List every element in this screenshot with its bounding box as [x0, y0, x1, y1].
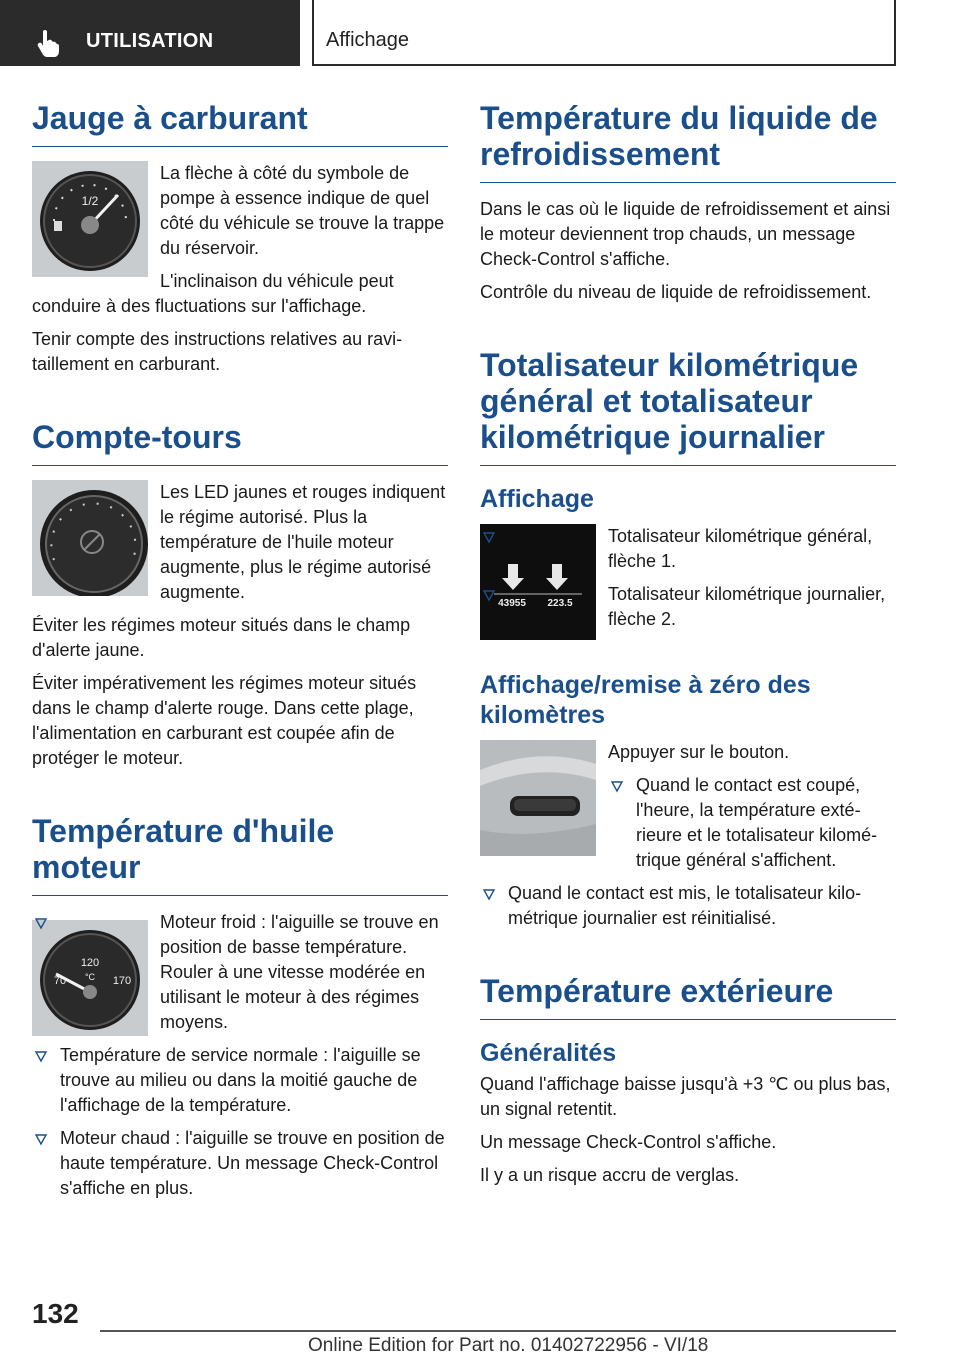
- page-number: 132: [32, 1298, 79, 1329]
- list-item: [32, 1043, 448, 1118]
- triangle-bullet-icon: [34, 1049, 48, 1063]
- outside-para-2: Un message Check-Control s'affiche.: [480, 1132, 777, 1152]
- fuel-gauge-half-label: 1/2: [81, 194, 99, 208]
- fuel-para-2: L'inclinaison du véhicule peut conduire à des fluctuations sur l'affichage.: [32, 271, 394, 316]
- reset-item-2: Quand le contact est mis, le totalisateur kilométrique journalier est réinitialisé.: [508, 883, 862, 928]
- right-column: [480, 100, 896, 1196]
- fuel-gauge-heading: Jauge à carburant: [32, 100, 448, 147]
- list-item: [32, 910, 448, 1035]
- section-label: UTILISATION: [86, 30, 214, 52]
- oil-item-3: Moteur chaud : l'aiguille se trouve en position de haute température. Un message Check-Control s'affiche en plus.: [60, 1128, 445, 1198]
- footer-divider: [100, 1330, 896, 1332]
- oil-temp-list: [32, 910, 448, 1201]
- oil-item-1: Moteur froid : l'aiguille se trouve en position de basse température. Rouler à une vitesse modérée en utilisant le moteur à des régimes moyens.: [160, 912, 439, 1032]
- outside-para-1: Quand l'affichage baisse jusqu'à +3 ℃ ou plus bas, un signal retentit.: [480, 1074, 891, 1119]
- subsection-label: Affichage: [326, 29, 410, 51]
- oil-temp-heading: Température d'huile moteur: [32, 813, 448, 896]
- rev-para-1: Les LED jaunes et rouges indiquent le régime autorisé. Plus la température de l'huile moteur augmente, plus le régime autorisé augmente.: [160, 482, 446, 602]
- odo-trip-value: 223.5: [547, 598, 573, 609]
- triangle-bullet-icon: [482, 530, 496, 544]
- hand-pointer-icon: [34, 28, 64, 58]
- list-item: [32, 1126, 448, 1201]
- reset-item-1: Quand le contact est coupé, l'heure, la température extérieure et le totalisateur kilométrique général s'affichent.: [636, 775, 878, 870]
- list-item: [480, 582, 896, 632]
- rev-para-2: Éviter les régimes moteur situés dans le champ d'alerte jaune.: [32, 615, 411, 660]
- general-subheading: Généralités: [480, 1039, 617, 1067]
- coolant-temp-heading: Température du liquide de refroidissement: [480, 100, 896, 183]
- rev-counter-image: [32, 480, 148, 596]
- triangle-bullet-icon: [482, 588, 496, 602]
- oil-gauge-mid-label: 120: [80, 957, 100, 969]
- oil-item-2: Température de service normale : l'aiguille se trouve au milieu ou dans la moitié gauche de l'affichage de la température.: [60, 1045, 421, 1115]
- list-item: [608, 773, 896, 873]
- reset-para-1: Appuyer sur le bouton.: [608, 742, 790, 762]
- coolant-para-1: Dans le cas où le liquide de refroidissement et ainsi le moteur deviennent trop chauds, un message Check-Control s'affiche.: [480, 199, 891, 269]
- fuel-para-3: Tenir compte des instructions relatives au ravitaillement en carburant.: [32, 329, 403, 374]
- list-item: [480, 881, 896, 931]
- list-item: [480, 524, 896, 574]
- triangle-bullet-icon: [482, 887, 496, 901]
- reset-subheading: Affichage/remise à zéro des kilomètres: [480, 671, 811, 729]
- coolant-para-2: Contrôle du niveau de liquide de refroidissement.: [480, 282, 872, 302]
- svg-text:1: 1: [521, 569, 527, 579]
- reset-button-image: [480, 740, 596, 856]
- oil-gauge-high-label: 170: [112, 975, 132, 987]
- triangle-bullet-icon: [34, 1132, 48, 1146]
- fuel-gauge-image: [32, 161, 148, 277]
- outside-temp-heading: Température extérieure: [480, 973, 896, 1020]
- rev-counter-heading: Compte-tours: [32, 419, 448, 466]
- fuel-para-1: La flèche à côté du symbole de pompe à essence indique de quel côté du véhicule se trouve la trappe du réservoir.: [160, 163, 445, 258]
- rev-para-3: Éviter impérativement les régimes moteur situés dans le champ d'alerte rouge. Dans cette plage, l'alimentation en carburant est coupée afin de protéger le moteur.: [32, 673, 417, 768]
- odometer-heading: Totalisateur kilométrique général et totalisateur kilométrique journalier: [480, 347, 896, 466]
- svg-text:2: 2: [565, 569, 571, 579]
- oil-gauge-low-label: 70: [53, 975, 67, 987]
- triangle-bullet-icon: [34, 916, 48, 930]
- odo-total-value: 43955: [498, 598, 526, 609]
- outside-para-3: Il y a un risque accru de verglas.: [480, 1165, 740, 1185]
- odo-item-2: Totalisateur kilométrique journalier, flèche 2.: [608, 584, 886, 629]
- edition-footer: Online Edition for Part no. 01402722956 - VI/18: [308, 1335, 709, 1356]
- section-tab: [0, 0, 300, 66]
- oil-gauge-unit-label: °C: [84, 972, 96, 982]
- odo-item-1: Totalisateur kilométrique général, flèche 1.: [608, 526, 873, 571]
- subsection-box: [312, 0, 896, 66]
- left-column: [32, 100, 448, 1209]
- triangle-bullet-icon: [610, 779, 624, 793]
- display-subheading: Affichage: [480, 485, 594, 513]
